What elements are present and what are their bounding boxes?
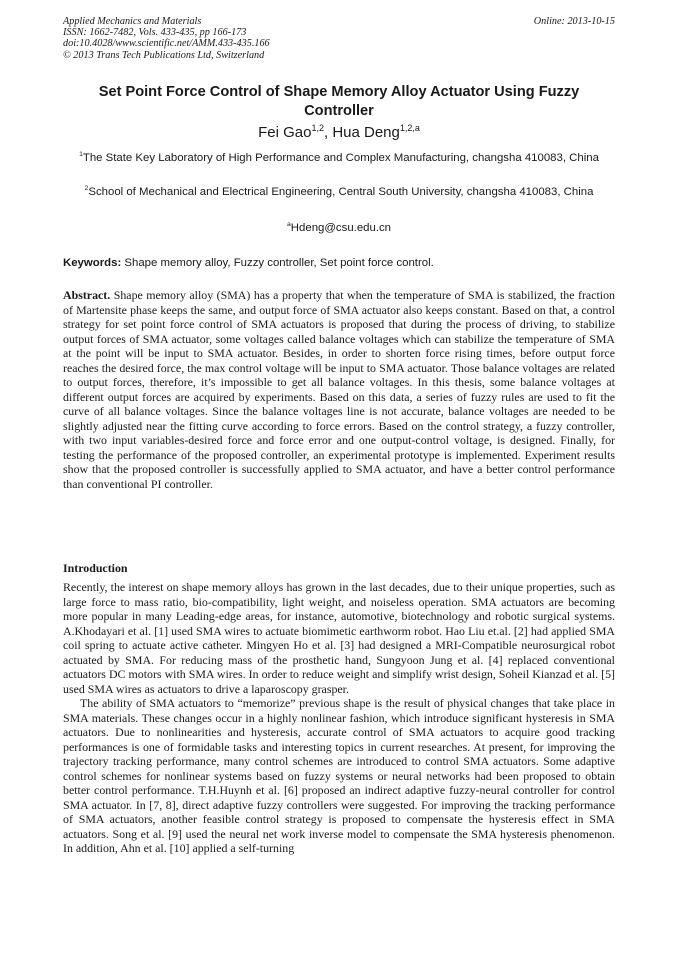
affiliation-mark: 1 xyxy=(79,151,83,159)
affiliation-mark: 2 xyxy=(84,185,89,193)
introduction-body xyxy=(63,580,615,856)
copyright-line: © 2013 Trans Tech Publications Ltd, Switzerland xyxy=(63,49,265,61)
keywords-line xyxy=(63,256,615,270)
doi-line: doi:10.4028/www.scientific.net/AMM.433-435.166 xyxy=(63,38,270,50)
paper-title: Set Point Force Control of Shape Memory Alloy Actuator Using Fuzzy Controller xyxy=(98,84,580,119)
journal-name: Applied Mechanics and Materials xyxy=(63,16,202,27)
introduction-paragraph: The ability of SMA actuators to “memorize” previous shape is the result of physical changes that take place in SMA materials. These changes occur in a highly nonlinear fashion, which introduce significant hysteresis in SMA actuators. Due to nonlinearities and hysteresis, accurate control of SMA actuators to acquire good tracking performances is one of formidable tasks and interesting topics in current researches. At present, for improving the trajectory tracking performance, many control schemes are introduced to control SMA actuators. Some adaptive control schemes for nonlinear systems based on fuzzy systems or neural networks had been proposed to obtain better control performance. T.H.Huynh et al. [6] proposed an indirect adaptive fuzzy-neural controller for control SMA actuator. In [7, 8], direct adaptive fuzzy controllers were suggested. For improving the tracking performance of SMA actuators, another feasible control strategy is proposed to compensate the hysteresis effect in SMA actuators. Song et al. [9] used the neural net work inverse model to compensate the SMA hysteresis phenomenon. In addition, Ahn et al. [10] applied a self-turning xyxy=(63,696,615,855)
author-list xyxy=(63,124,615,142)
author-affiliation-mark: 1,2 xyxy=(311,123,324,133)
online-date: Online: 2013-10-15 xyxy=(533,16,615,27)
keywords-label: Keywords: xyxy=(63,257,122,269)
issn-line: ISSN: 1662-7482, Vols. 433-435, pp 166-173 xyxy=(63,27,247,39)
affiliation-2 xyxy=(63,185,615,200)
author-name: Fei Gao xyxy=(258,124,312,141)
affiliation-1 xyxy=(63,151,615,166)
affiliation-text: The State Key Laboratory of High Performance and Complex Manufacturing, changsha 410083, China xyxy=(82,152,599,164)
corresponding-email xyxy=(63,221,615,235)
introduction-heading: Introduction xyxy=(63,561,128,575)
keywords-text: Shape memory alloy, Fuzzy controller, Set point force control. xyxy=(124,257,434,269)
email-mark: a xyxy=(286,221,291,229)
abstract-block xyxy=(63,288,615,491)
journal-header xyxy=(63,16,615,61)
email-address: Hdeng@csu.edu.cn xyxy=(290,222,392,234)
abstract-label: Abstract. xyxy=(63,288,111,302)
author-separator: , xyxy=(323,124,333,141)
author-affiliation-mark: 1,2,a xyxy=(399,123,420,133)
affiliation-text: School of Mechanical and Electrical Engineering, Central South University, changsha 410083, China xyxy=(88,186,594,198)
introduction-paragraph: Recently, the interest on shape memory alloys has grown in the last decades, due to their unique properties, such as large force to mass ratio, bio-compatibility, light weight, and noiseless operation. SMA actuators are becoming more popular in many Leading-edge areas, for instance, automotive, biotechnology and robotic surgical systems. A.Khodayari et al. [1] used SMA wires to actuate biomimetic earthworm robot. Hao Liu et.al. [2] had applied SMA coil spring to actuate active catheter. Mingyen Ho et al. [3] had designed a MRI-Compatible neurosurgical robot actuated by SMA. For reducing mass of the prosthetic hand, Sungyoon Jung et al. [4] replaced conventional actuators DC motors with SMA wires. In order to reduce weight and simplify wrist design, Soheil Kianzad et al. [5] used SMA wires as actuators to drive a laparoscopy grasper. xyxy=(63,580,615,696)
abstract-text: Shape memory alloy (SMA) has a property that when the temperature of SMA is stabilized, the fraction of Martensite phase keeps the same, and output force of SMA actuator also keeps constant. Based on that, a control strategy for set point force control of SMA actuators is proposed that during the process of driving, to stabilize output forces of SMA actuator, some voltages called balance voltages which can stabilize the temperature of SMA at the point will be input to SMA actuator. Besides, in order to shorten force rising times, before output force reaches the desired force, the max control voltage will be input to SMA actuator. Those balance voltages are related to output forces, therefore, it’s impossible to get all balance voltages. In this thesis, some balance voltages at different output forces are acquired by experiments. Based on this data, a series of fuzzy rules are used to fit the curve of all balance voltages. Since the balance voltages line is not accurate, balance voltages are needed to be slightly adjusted near the fitting curve according to force errors. Based on the control strategy, a fuzzy controller, with two input variables-desired force and force error and one output-control voltage, is designed. Finally, for testing the performance of the proposed controller, an experimental prototype is implemented. Experiment results show that the proposed controller is successfully applied to SMA actuator, and have a better control performance than conventional PI controller. xyxy=(63,288,615,491)
author-name: Hua Deng xyxy=(332,124,400,141)
